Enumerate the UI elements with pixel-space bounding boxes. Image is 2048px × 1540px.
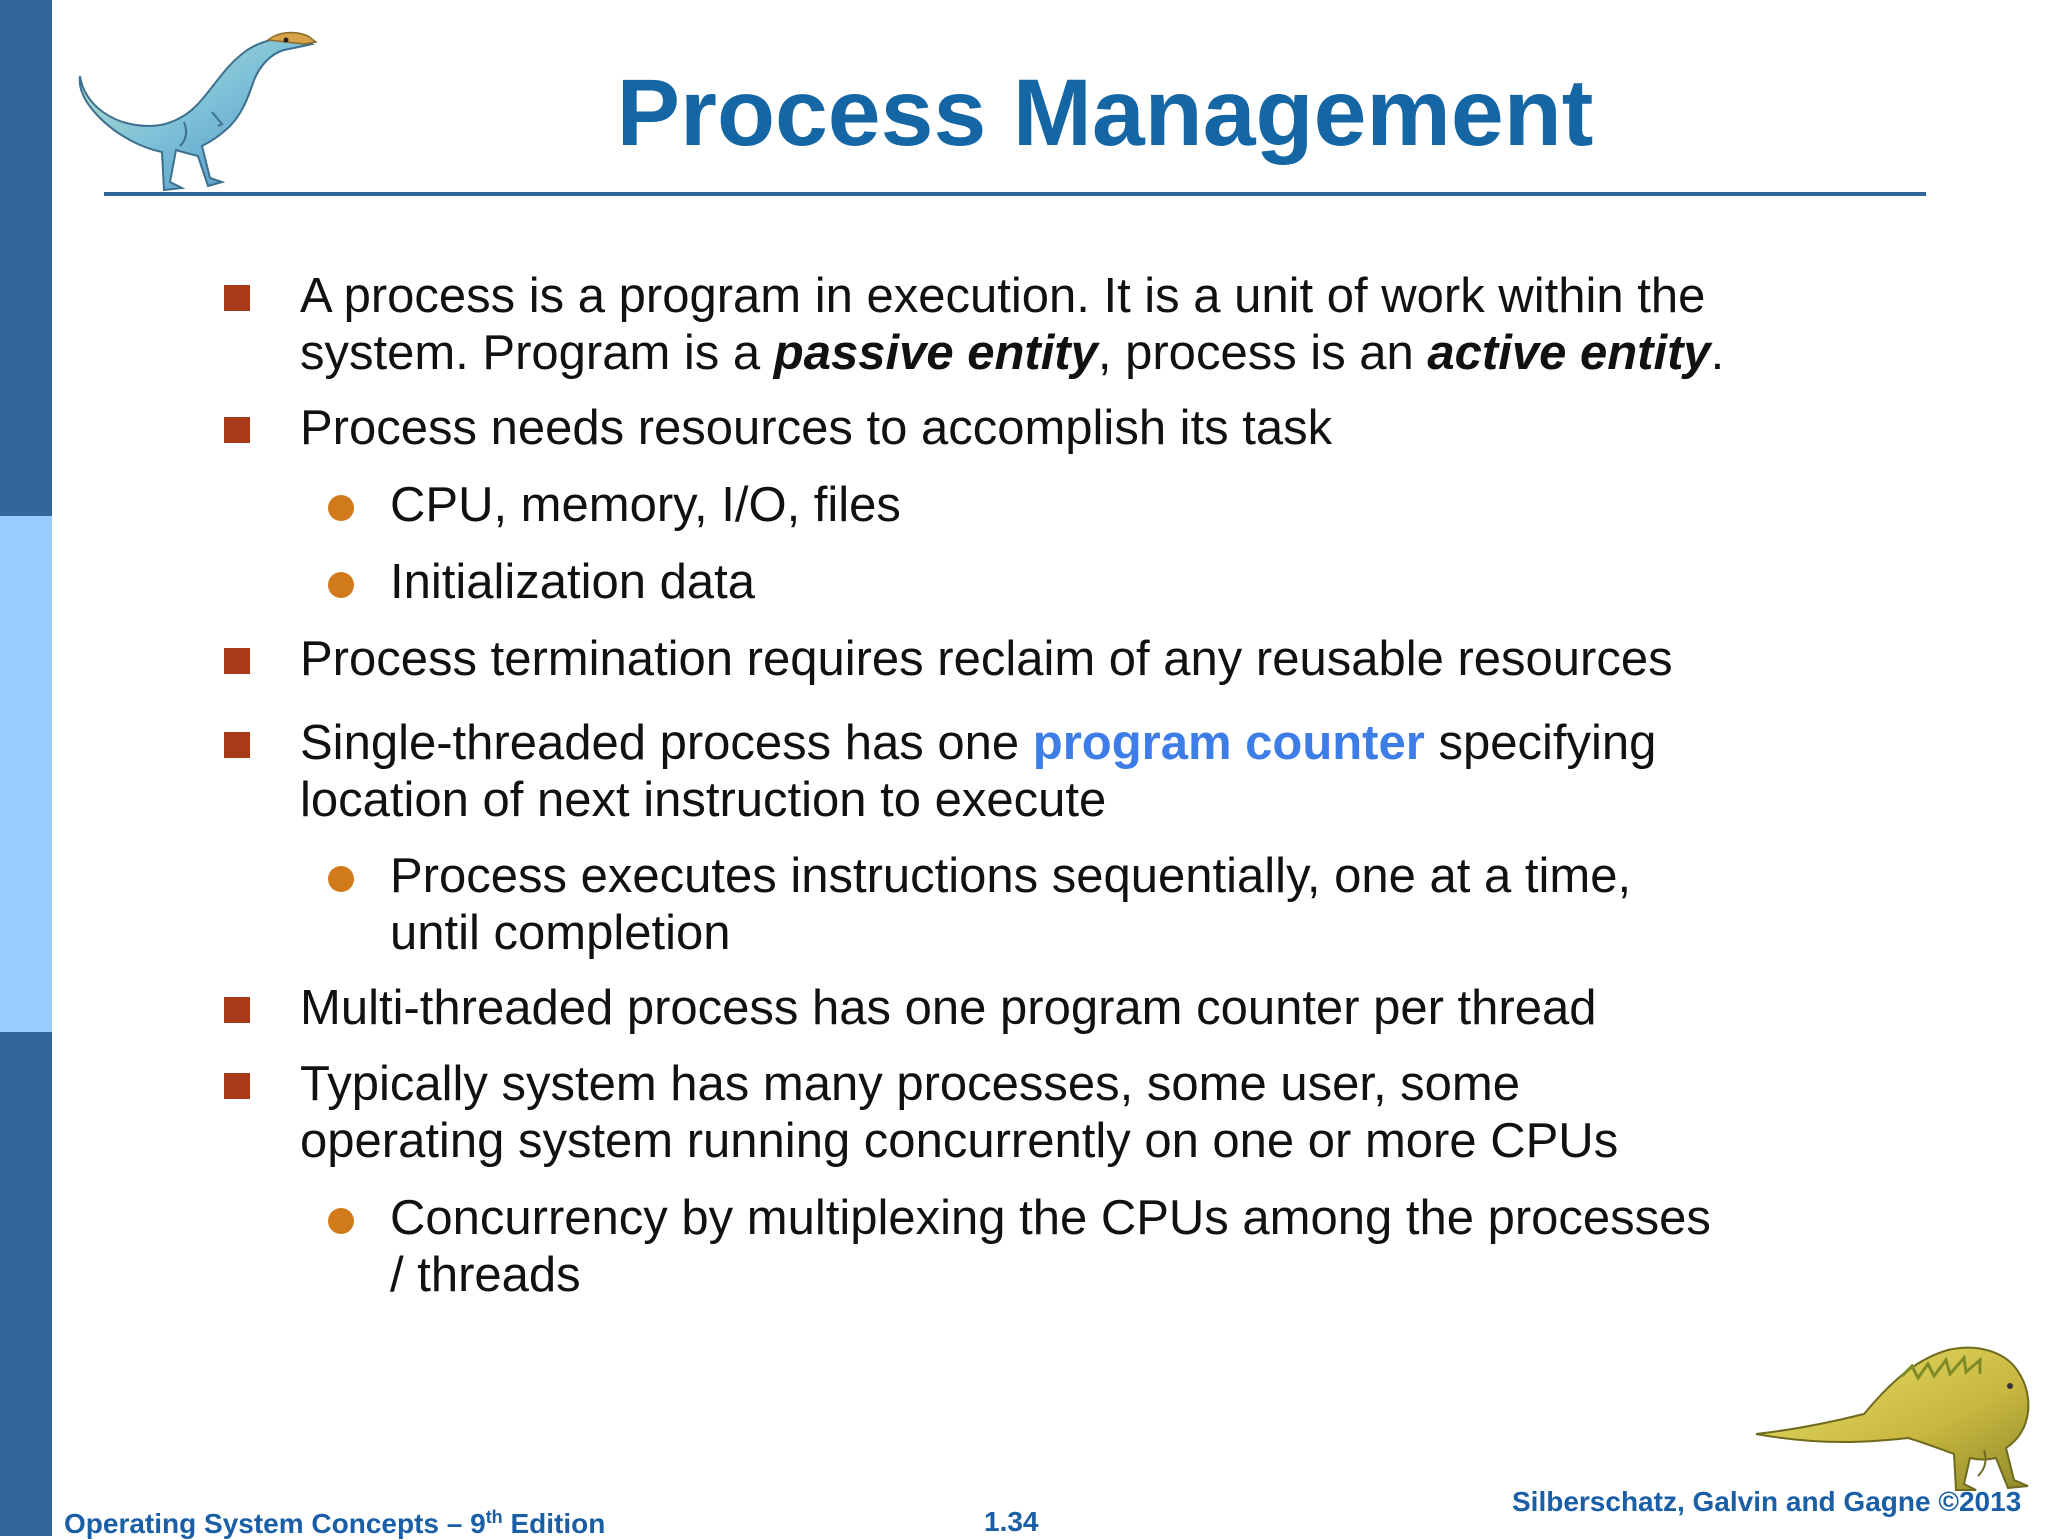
list-item: [300, 631, 1860, 688]
footer-book-title: Operating System Concepts – 9th Edition: [64, 1507, 606, 1539]
bullet-line: A process is a program in execution. It is a unit of work within the: [300, 269, 1706, 323]
bullet-line: Multi-threaded process has one program counter per thread: [300, 981, 1597, 1035]
dinosaur-icon: [72, 14, 322, 194]
left-accent-bar: [0, 0, 52, 1536]
list-item: [390, 848, 1830, 962]
dot-bullet-icon: [328, 495, 354, 521]
bullet-line: Process executes instructions sequentially, one at a time,: [390, 849, 1632, 903]
title-divider: [104, 192, 1926, 196]
highlight-program-counter: program counter: [1032, 716, 1425, 770]
dinosaur-icon: [1752, 1330, 2042, 1496]
dot-bullet-icon: [328, 572, 354, 598]
bullet-line: CPU, memory, I/O, files: [390, 478, 901, 532]
bullet-line: location of next instruction to execute: [300, 773, 1107, 827]
bullet-line: Initialization data: [390, 555, 756, 609]
left-bar-middle: [0, 516, 52, 1032]
bullet-line: until completion: [390, 906, 731, 960]
square-bullet-icon: [224, 732, 250, 758]
bullet-line: Process termination requires reclaim of any reusable resources: [300, 632, 1673, 686]
list-item: [390, 554, 1830, 611]
list-item: [300, 980, 1860, 1037]
bullet-line: Single-threaded process has one program counter specifying: [300, 716, 1657, 770]
list-item: [300, 400, 1860, 457]
left-bar-top: [0, 0, 52, 516]
list-item: [300, 715, 1860, 829]
square-bullet-icon: [224, 648, 250, 674]
left-bar-bottom: [0, 1032, 52, 1536]
dot-bullet-icon: [328, 866, 354, 892]
bullet-line: Typically system has many processes, some user, some: [300, 1057, 1520, 1111]
bullet-line: Concurrency by multiplexing the CPUs among the processes: [390, 1191, 1711, 1245]
list-item: [390, 1190, 1830, 1304]
footer-authors: Silberschatz, Galvin and Gagne ©2013: [1512, 1486, 2022, 1517]
emphasis-passive-entity: passive entity: [773, 326, 1098, 380]
bullet-line: system. Program is a passive entity, process is an active entity.: [300, 326, 1725, 380]
bullet-line: / threads: [390, 1248, 581, 1302]
dot-bullet-icon: [328, 1208, 354, 1234]
square-bullet-icon: [224, 997, 250, 1023]
page-title: Process Management: [616, 60, 1594, 166]
page-number: 1.34: [984, 1506, 1039, 1537]
list-item: [390, 477, 1830, 534]
list-item: [300, 268, 1860, 382]
square-bullet-icon: [224, 285, 250, 311]
list-item: [300, 1056, 1860, 1170]
bullet-line: Process needs resources to accomplish its task: [300, 401, 1333, 455]
bullet-line: operating system running concurrently on one or more CPUs: [300, 1114, 1619, 1168]
emphasis-active-entity: active entity: [1427, 326, 1711, 380]
square-bullet-icon: [224, 1073, 250, 1099]
square-bullet-icon: [224, 417, 250, 443]
